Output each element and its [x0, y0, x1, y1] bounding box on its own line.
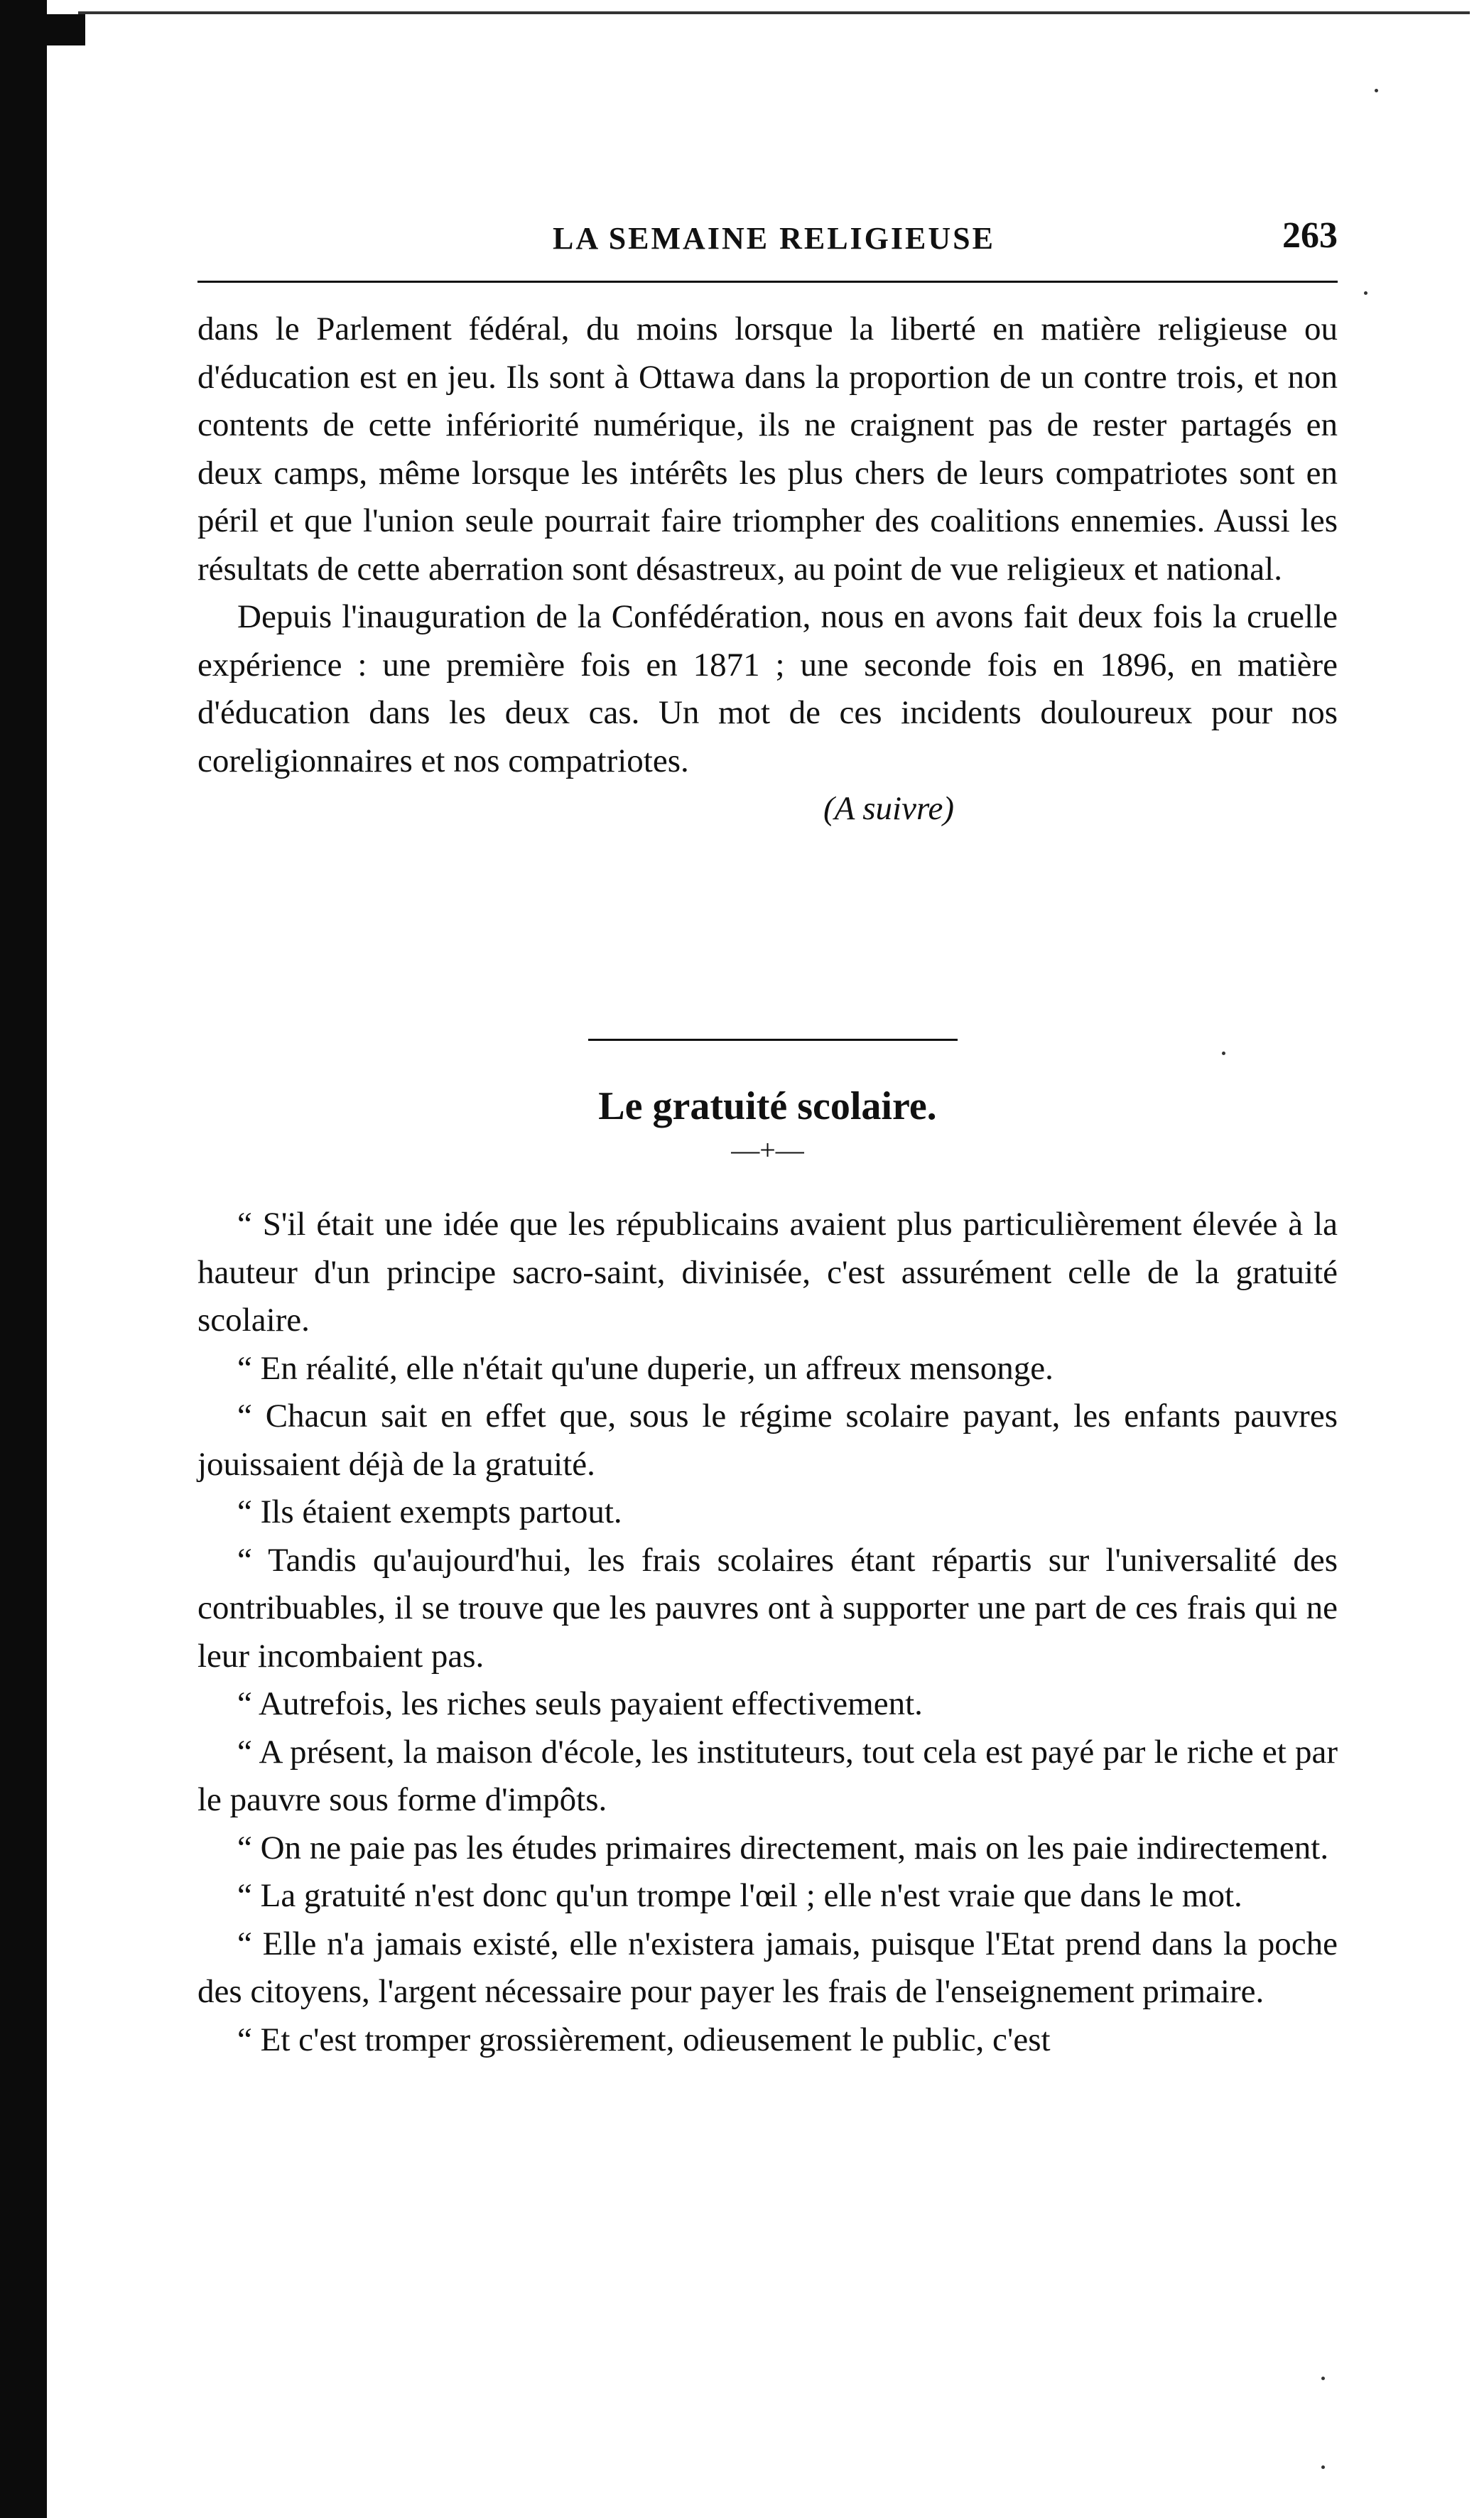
paragraph: Depuis l'inauguration de la Confédération, nous en avons fait deux fois la cruelle expérience : une première fois en 1871 ; une seconde fois en 1896, en matière d'éducation dans les deux cas. Un mot de ces incidents douloureux pour nos coreligionnaires et nos compatriotes.: [197, 598, 1338, 779]
paragraph: “ En réalité, elle n'était qu'une duperie, un affreux mensonge.: [237, 1349, 1054, 1387]
binding-spine: [0, 0, 47, 2518]
paragraph: dans le Parlement fédéral, du moins lorsque la liberté en matière religieuse ou d'éducation est en jeu. Ils sont à Ottawa dans la proportion de un contre trois, et non contents de cette infériorité numérique, ils ne craignent pas de rester partagés en deux camps, même lorsque les intérêts les plus chers de leurs compatriotes sont en péril et que l'union seule pourrait faire triompher des coalitions ennemies. Aussi les résultats de cette aberration sont désastreux, au point de vue religieux et national.: [197, 310, 1338, 588]
paragraph: “ Autrefois, les riches seuls payaient effectivement.: [237, 1685, 923, 1722]
paragraph: “ S'il était une idée que les républicains avaient plus particulièrement élevée à la hauteur d'un principe sacro-saint, divinisée, c'est assurément celle de la gratuité scolaire.: [197, 1206, 1338, 1339]
paragraph: “ Chacun sait en effet que, sous le régime scolaire payant, les enfants pauvres jouissaient déjà de la gratuité.: [197, 1398, 1338, 1483]
title-ornament: —+—: [731, 1134, 804, 1166]
paragraph: “ Tandis qu'aujourd'hui, les frais scolaires étant répartis sur l'universalité des contribuables, il se trouve que les pauvres ont à supporter une part de ces frais qui ne leur incombaient pas.: [197, 1541, 1338, 1675]
paragraph: “ Et c'est tromper grossièrement, odieusement le public, c'est: [237, 2021, 1051, 2058]
section-continued-text: [197, 306, 1338, 833]
paragraph: “ Ils étaient exempts partout.: [237, 1493, 622, 1530]
scan-speck: [1321, 2377, 1325, 2380]
top-edge-rule: [78, 11, 1470, 14]
scan-speck: [1321, 2465, 1325, 2469]
running-title: LA SEMAINE RELIGIEUSE: [553, 221, 995, 256]
paragraph: “ La gratuité n'est donc qu'un trompe l'œil ; elle n'est vraie que dans le mot.: [237, 1877, 1242, 1914]
section-separator: [588, 1039, 958, 1041]
page-number: 263: [1282, 215, 1338, 256]
scan-speck: [1222, 1052, 1225, 1055]
to-be-continued: (A suivre): [823, 790, 954, 827]
paragraph: “ Elle n'a jamais existé, elle n'existera jamais, puisque l'Etat prend dans la poche des citoyens, l'argent nécessaire pour payer les frais de l'enseignement primaire.: [197, 1925, 1338, 2010]
page-header: [197, 213, 1338, 263]
scan-speck: [1364, 291, 1367, 295]
paragraph: “ On ne paie pas les études primaires directement, mais on les paie indirectement.: [237, 1829, 1329, 1866]
paragraph: “ A présent, la maison d'école, les instituteurs, tout cela est payé par le riche et par le pauvre sous forme d'impôts.: [197, 1733, 1338, 1818]
article-body: [197, 1201, 1338, 2064]
header-rule: [197, 281, 1338, 283]
scan-speck: [1375, 89, 1378, 92]
article-title: Le gratuité scolaire.: [598, 1084, 937, 1128]
binding-spine-top: [0, 14, 85, 45]
